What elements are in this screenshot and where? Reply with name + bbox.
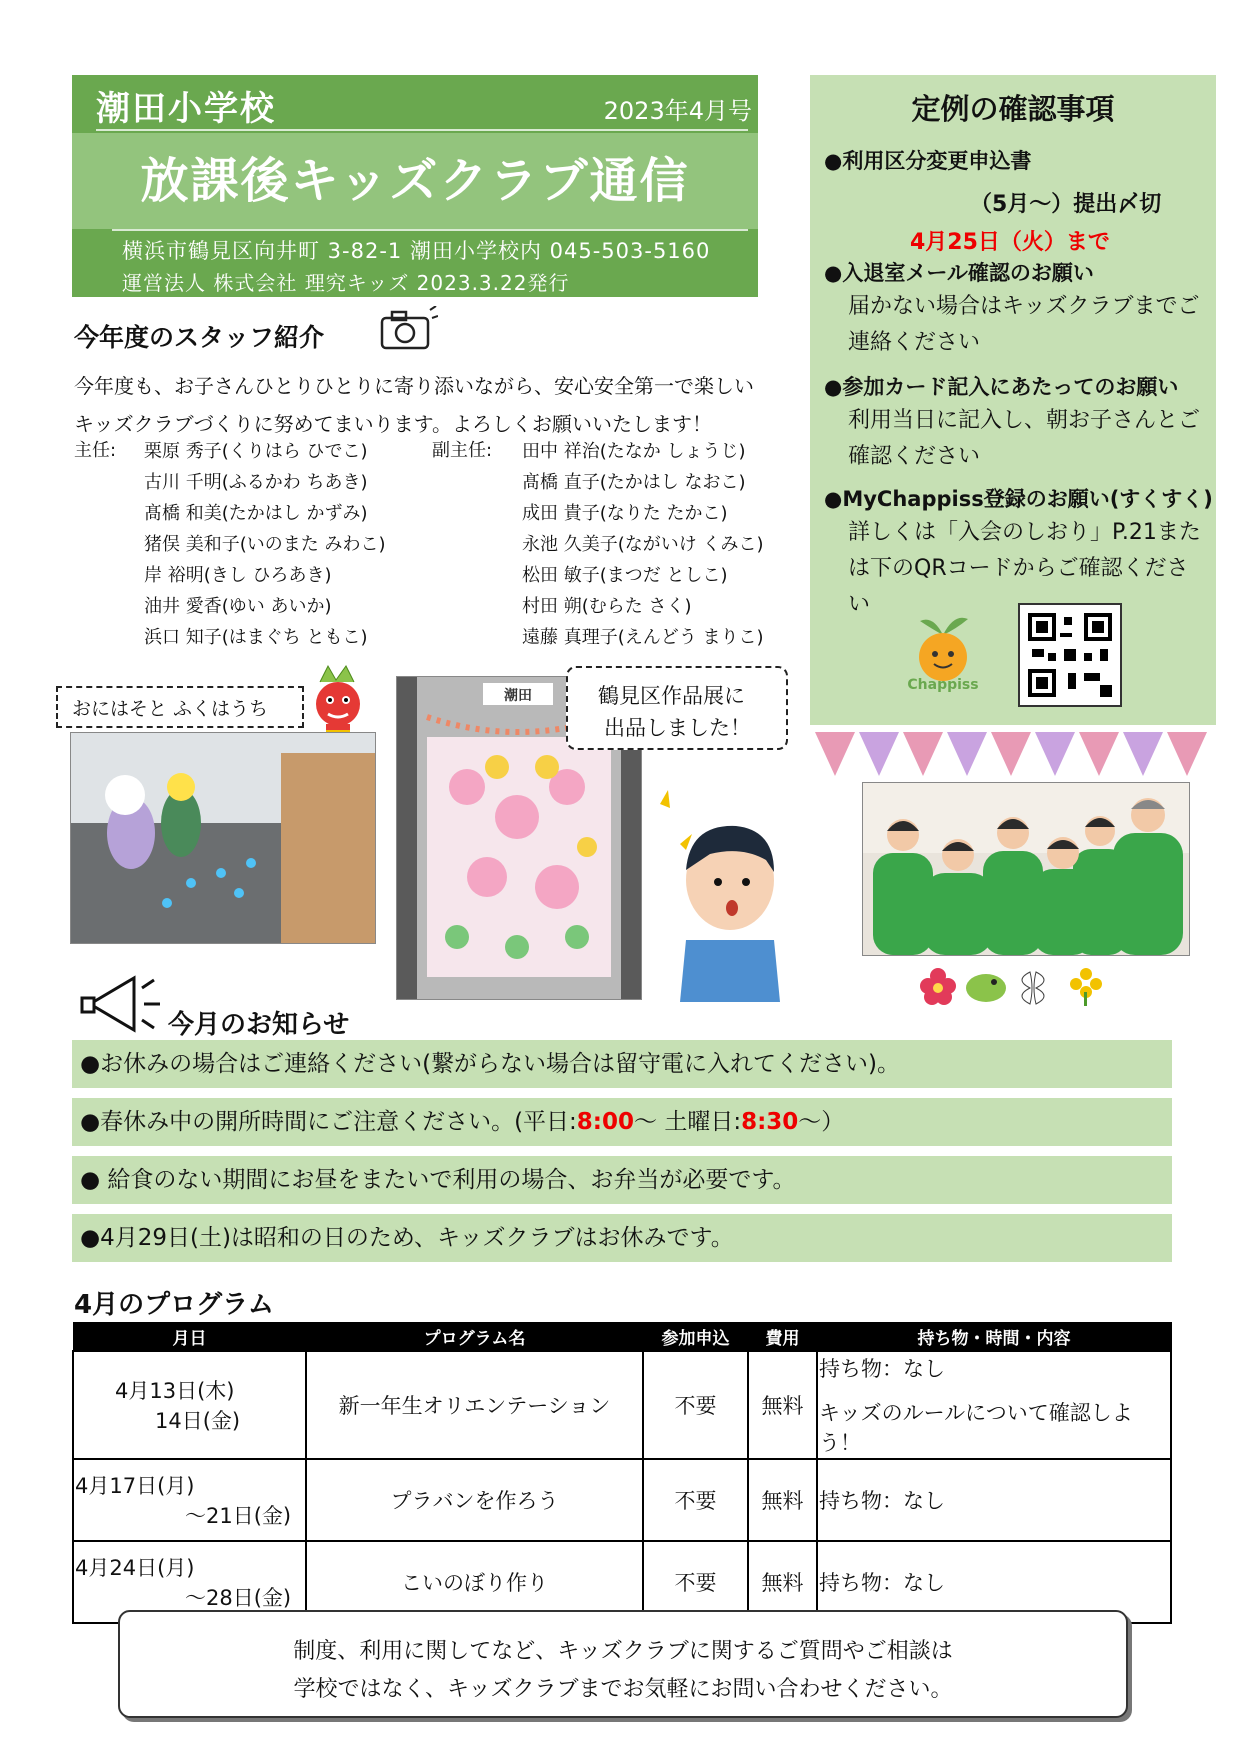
apply-cell: 不要 [643,1459,748,1541]
staff-list-right [522,436,764,653]
program-name: こいのぼり作り [306,1541,643,1623]
apply-cell: 不要 [643,1351,748,1459]
staff-list-left [144,436,386,653]
date-start: 4月24日(月) [75,1556,195,1580]
staff-name: 岸 裕明(きし ひろあき) [144,565,332,586]
checklist-item-head: ●入退室メール確認のお願い [824,261,1094,285]
routine-checklist [810,75,1216,725]
date-end: ～21日(金) [185,1504,292,1528]
staff-name: 髙橋 和美(たかはし かずみ) [144,503,368,524]
notices-heading: 今月のお知らせ [168,1010,350,1040]
table-header-row [73,1323,1171,1352]
contact-line: 制度、利用に関してなど、キッズクラブに関するご質問やご相談は [293,1639,953,1664]
program-name: 新一年生オリエンテーション [306,1351,643,1459]
notice-item [72,1098,1172,1146]
col-date: 月日 [73,1323,306,1352]
newsletter-title: 放課後キッズクラブ通信 [140,153,690,209]
spring-icons [918,962,1118,1008]
chief-label: 主任: [74,440,117,461]
content-note: キッズのルールについて確認しよう！ [819,1401,1133,1455]
divider [112,229,748,231]
setsubun-caption [56,686,304,728]
saturday-time: 8:30 [741,1109,799,1135]
col-fee: 費用 [748,1323,817,1352]
notes-cell [817,1351,1171,1459]
address: 横浜市鶴見区向井町 3-82-1 潮田小学校内 045-503-5160 [122,239,711,263]
staff-name: 永池 久美子(ながいけ くみこ) [522,534,764,555]
boy-surprised-icon [650,790,780,1002]
deputy-label: 副主任: [432,440,493,461]
staff-name: 栗原 秀子(くりはら ひでこ) [144,441,368,462]
checklist-item-text: 届かない場合はキッズクラブまでご連絡ください [848,294,1200,355]
chappiss-logo [898,605,988,695]
board-label: 潮田 [504,688,532,704]
megaphone-icon [80,968,170,1038]
deadline-date: 4月25日（火）まで [910,230,1110,255]
contact-line: 学校ではなく、キッズクラブまでお気軽にお問い合わせください。 [293,1677,953,1702]
notices-list [72,1040,1172,1262]
col-program: プログラム名 [306,1323,643,1352]
items-note: 持ち物：なし [819,1571,945,1595]
fee-cell: 無料 [748,1459,817,1541]
col-apply: 参加申込 [643,1323,748,1352]
staff-name: 松田 敏子(まつだ としこ) [522,565,728,586]
apply-cell: 不要 [643,1541,748,1623]
date-start: 4月13日(木) [115,1379,235,1403]
checklist-title: 定例の確認事項 [911,92,1115,126]
school-name: 潮田小学校 [96,89,276,129]
deadline-label: （5月～）提出〆切 [970,192,1162,217]
items-note: 持ち物：なし [819,1357,945,1381]
staff-name: 遠藤 真理子(えんどう まりこ) [522,627,764,648]
staff-heading: 今年度のスタッフ紹介 [74,323,325,352]
staff-name: 猪俣 美和子(いのまた みわこ) [144,534,386,555]
fee-cell: 無料 [748,1351,817,1459]
checklist-item-head: ●MyChappiss登録のお願い(すくすく) [824,487,1213,511]
staff-name: 村田 朔(むらた さく) [522,596,692,617]
date-end: 14日(金) [155,1409,241,1433]
notice-text: ●春休み中の開所時間にご注意ください。(平日: [80,1109,577,1135]
issue-date: 2023年4月号 [603,97,752,125]
notice-text: ～） [798,1109,845,1135]
table-row [73,1351,1171,1459]
exhibit-caption [566,666,788,750]
checklist-item-text: 利用当日に記入し、朝お子さんとご確認ください [848,408,1201,469]
staff-name: 油井 愛香(ゆい あいか) [144,596,332,617]
staff-name: 浜口 知子(はまぐち ともこ) [144,627,368,648]
program-heading: 4月のプログラム [74,1290,274,1320]
title-band [72,133,758,229]
program-name: プラバンを作ろう [306,1459,643,1541]
camera-icon [378,306,438,354]
caption-text: 鶴見区作品展に [598,684,745,708]
col-notes: 持ち物・時間・内容 [817,1323,1171,1352]
operator-info: 運営法人 株式会社 理究キッズ 2023.3.22発行 [122,271,570,295]
notice-item: ●4月29日(土)は昭和の日のため、キッズクラブはお休みです。 [72,1214,1172,1262]
caption-text: おにはそと ふくはうち [72,698,269,720]
divider [96,129,748,131]
staff-name: 髙橋 直子(たかはし なおこ) [522,472,746,493]
bunting-decoration [815,732,1215,782]
date-cell [73,1459,306,1541]
date-cell [73,1351,306,1459]
notice-item: ●お休みの場合はご連絡ください(繋がらない場合は留守電に入れてください)。 [72,1040,1172,1088]
date-end: ～28日(金) [185,1586,292,1610]
date-start: 4月17日(月) [75,1474,195,1498]
staff-intro: 今年度も、お子さんひとりひとりに寄り添いながら、安心安全第一で楽しい [74,374,754,398]
setsubun-photo [70,732,376,944]
caption-text: 出品しました！ [604,716,751,740]
staff-name: 古川 千明(ふるかわ ちあき) [144,472,368,493]
weekday-time: 8:00 [576,1109,635,1135]
staff-photo [862,782,1190,956]
newsletter-header [72,75,758,297]
fee-cell: 無料 [748,1541,817,1623]
program-table [72,1322,1172,1624]
items-note: 持ち物：なし [819,1489,945,1513]
staff-name: 田中 祥治(たなか しょうじ) [522,441,746,462]
qr-code[interactable] [1018,603,1122,707]
table-row [73,1459,1171,1541]
contact-note [118,1610,1128,1718]
notice-text: ～ 土曜日: [634,1109,742,1135]
checklist-item-text: 詳しくは「入会のしおり」P.21または下のQRコードからご確認ください [848,520,1201,617]
notice-item: ● 給食のない期間にお昼をまたいで利用の場合、お弁当が必要です。 [72,1156,1172,1204]
staff-name: 成田 貴子(なりた たかこ) [522,503,728,524]
checklist-item-head: ●参加カード記入にあたってのお願い [824,375,1179,399]
checklist-item-head: ●利用区分変更申込書 [824,149,1032,173]
logo-text: Chappiss [907,677,979,693]
staff-intro: キッズクラブづくりに努めてまいります。よろしくお願いいたします！ [74,412,712,436]
notes-cell [817,1459,1171,1541]
